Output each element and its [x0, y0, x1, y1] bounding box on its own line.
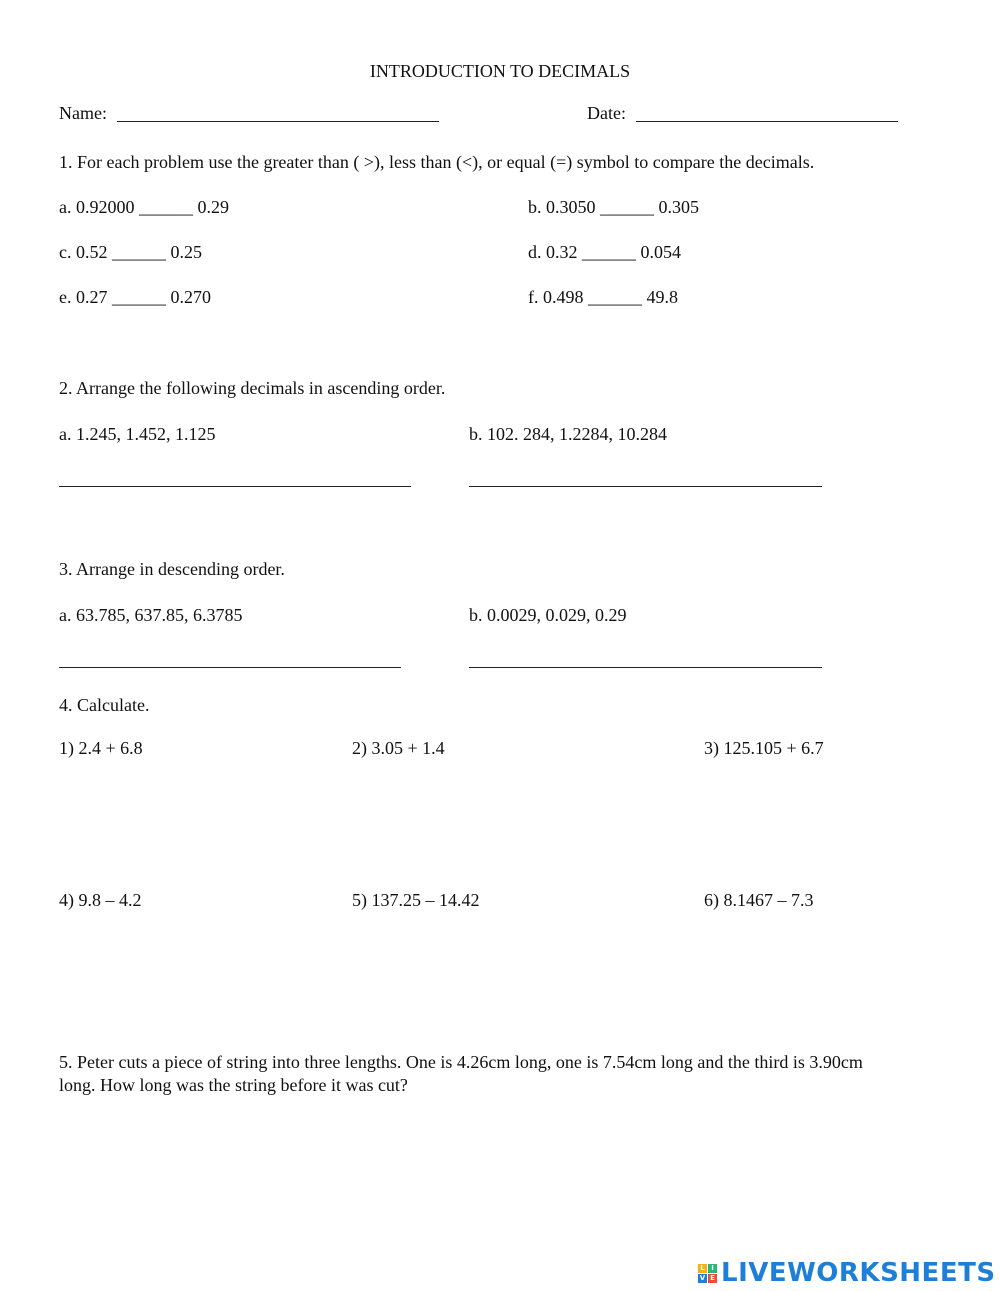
- q1-item-b: b. 0.3050 ______ 0.305: [528, 197, 699, 217]
- q4-item-4: 4) 9.8 – 4.2: [59, 890, 142, 910]
- name-line[interactable]: [117, 121, 439, 122]
- q2-item-a: a. 1.245, 1.452, 1.125: [59, 424, 216, 444]
- q3-answer-line-b[interactable]: [469, 667, 822, 668]
- q1-item-a: a. 0.92000 ______ 0.29: [59, 197, 229, 217]
- q4-item-2: 2) 3.05 + 1.4: [352, 738, 445, 758]
- question-1-prompt: 1. For each problem use the greater than ( >), less than (<), or equal (=) symbol to compare the decimals.: [59, 152, 815, 172]
- logo-text: LIVEWORKSHEETS: [721, 1258, 996, 1288]
- question-2-prompt: 2. Arrange the following decimals in ascending order.: [59, 378, 446, 398]
- q4-item-6: 6) 8.1467 – 7.3: [704, 890, 814, 910]
- page-title: INTRODUCTION TO DECIMALS: [369, 61, 631, 81]
- question-5-line-2: long. How long was the string before it was cut?: [59, 1075, 408, 1095]
- date-line[interactable]: [636, 121, 898, 122]
- name-label: Name:: [59, 103, 107, 123]
- q2-answer-line-a[interactable]: [59, 486, 411, 487]
- question-5-line-1: 5. Peter cuts a piece of string into three lengths. One is 4.26cm long, one is 7.54cm long and the third is 3.90cm: [59, 1052, 863, 1072]
- logo-mark-icon: [698, 1264, 717, 1283]
- logo-mark-i: I: [708, 1264, 717, 1273]
- logo-mark-l: L: [698, 1264, 707, 1273]
- question-4-prompt: 4. Calculate.: [59, 695, 150, 715]
- q2-answer-line-b[interactable]: [469, 486, 822, 487]
- q1-item-c: c. 0.52 ______ 0.25: [59, 242, 202, 262]
- q4-item-3: 3) 125.105 + 6.7: [704, 738, 824, 758]
- q1-item-f: f. 0.498 ______ 49.8: [528, 287, 678, 307]
- q3-item-b: b. 0.0029, 0.029, 0.29: [469, 605, 627, 625]
- liveworksheets-logo: [698, 1258, 996, 1288]
- q1-item-d: d. 0.32 ______ 0.054: [528, 242, 681, 262]
- q3-answer-line-a[interactable]: [59, 667, 401, 668]
- q3-item-a: a. 63.785, 637.85, 6.3785: [59, 605, 243, 625]
- q4-item-1: 1) 2.4 + 6.8: [59, 738, 143, 758]
- q2-item-b: b. 102. 284, 1.2284, 10.284: [469, 424, 667, 444]
- q4-item-5: 5) 137.25 – 14.42: [352, 890, 480, 910]
- logo-mark-e: E: [708, 1274, 717, 1283]
- q1-item-e: e. 0.27 ______ 0.270: [59, 287, 211, 307]
- date-label: Date:: [587, 103, 626, 123]
- logo-mark-v: V: [699, 1273, 706, 1282]
- question-3-prompt: 3. Arrange in descending order.: [59, 559, 285, 579]
